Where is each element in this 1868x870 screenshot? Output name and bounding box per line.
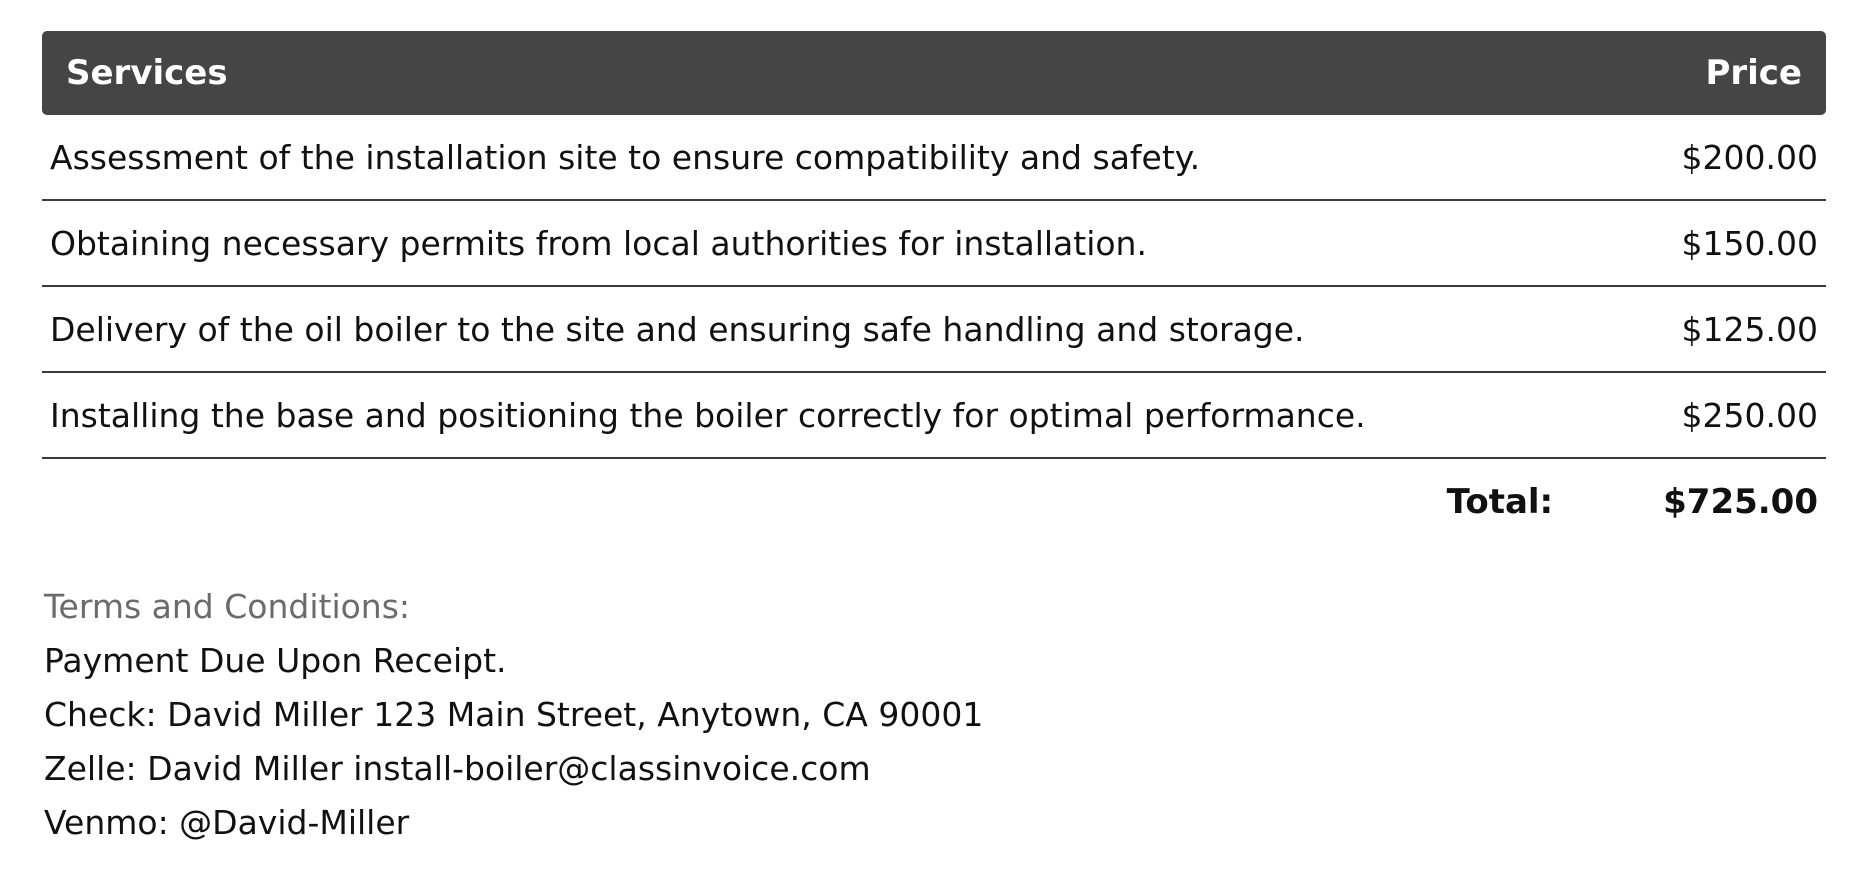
services-table [42,31,1826,545]
table-header [42,31,1826,115]
terms-title: Terms and Conditions: [44,587,411,626]
price-column-header: Price [1705,53,1802,93]
service-price: $250.00 [1681,395,1818,435]
service-description: Installing the base and positioning the boiler correctly for optimal performance. [50,395,1366,435]
service-description: Delivery of the oil boiler to the site and ensuring safe handling and storage. [50,309,1305,349]
service-price: $200.00 [1681,137,1818,177]
terms-line-payment-due: Payment Due Upon Receipt. [44,641,507,680]
service-description: Obtaining necessary permits from local authorities for installation. [50,223,1147,263]
table-row [42,373,1826,459]
total-row [42,459,1826,545]
table-row [42,287,1826,373]
terms-line-venmo: Venmo: @David-Miller [44,803,410,842]
table-row [42,201,1826,287]
terms-line-check: Check: David Miller 123 Main Street, Anytown, CA 90001 [44,695,984,734]
service-price: $125.00 [1681,309,1818,349]
terms-line-zelle: Zelle: David Miller install-boiler@classinvoice.com [44,749,871,788]
table-row [42,115,1826,201]
total-value: $725.00 [1663,482,1818,522]
terms-section [44,580,983,850]
total-label: Total: [1446,482,1554,522]
service-description: Assessment of the installation site to ensure compatibility and safety. [50,137,1201,177]
services-column-header: Services [66,53,228,93]
service-price: $150.00 [1681,223,1818,263]
